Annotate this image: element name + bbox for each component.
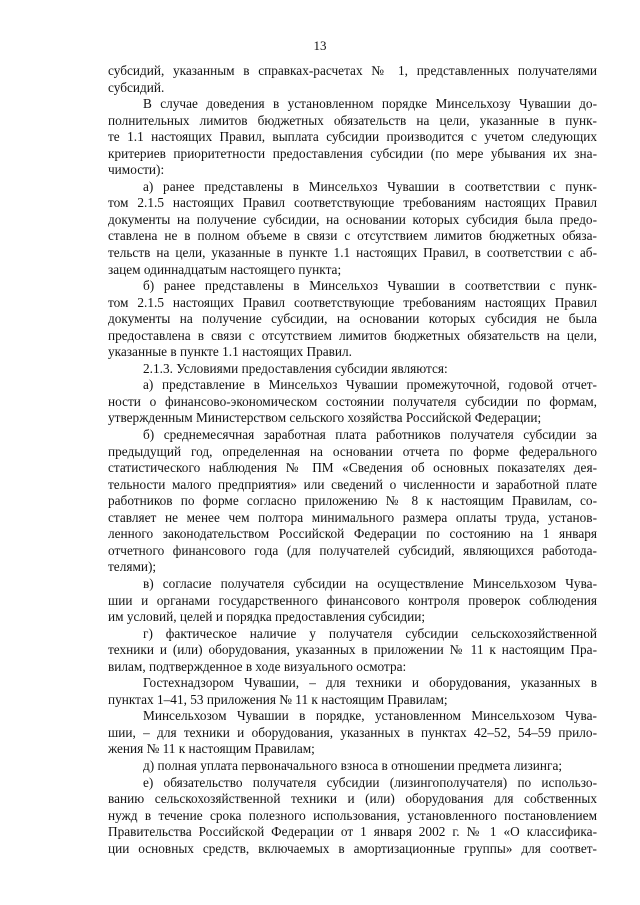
text-line: ванию сельскохозяйственной техники и (или) оборудования для собственных [108, 791, 597, 807]
text-line: шии и органами государственного финансового контроля проверок соблюдения [108, 592, 597, 608]
text-line: работников по форме согласно приложению № 8 к настоящим Правилам, со- [108, 493, 597, 509]
text-line: документы на получение субсидии, на основании которых субсидия была предо- [108, 211, 597, 227]
text-line: ленного законодательством Российской Федерации по состоянию на 1 января [108, 526, 597, 542]
text-line: чимости): [108, 162, 165, 178]
text-line: 2.1.3. Условиями предоставления субсидии являются: [143, 360, 448, 376]
text-line: ности о финансово-экономическом состоянии получателя субсидии по формам, [108, 393, 597, 409]
text-line: нужд в течение срока полезного использования, установленного постановлением [108, 807, 597, 823]
text-line: том 2.1.5 настоящих Правил соответствующие требованиям настоящих Правил [108, 294, 597, 310]
text-line: вилам, подтвержденное в ходе визуального осмотра: [108, 658, 407, 674]
text-line: а) ранее представлены в Минсельхоз Чувашии в соответствии с пунк- [143, 178, 597, 194]
text-line: жения № 11 к настоящим Правилам; [108, 741, 315, 757]
text-line: предоставлена в связи с отсутствием лимитов бюджетных обязательств на цели, [108, 327, 597, 343]
text-line: ции основных средств, включаемых в амортизационные группы» для соответ- [108, 840, 597, 856]
text-line: утвержденным Министерством сельского хозяйства Российской Федерации; [108, 410, 542, 426]
text-line: В случае доведения в установленном порядке Минсельхозу Чувашии до- [143, 96, 597, 112]
text-line: субсидий. [108, 79, 165, 95]
text-line: Гостехнадзором Чувашии, – для техники и оборудования, указанных в [143, 675, 597, 691]
text-line: ставляет не менее чем полтора минимального размера оплаты труда, установ- [108, 509, 597, 525]
text-line: тельств на цели, указанные в пункте 1.1 настоящих Правил, в соответствии с аб- [108, 245, 597, 261]
text-line: том 2.1.5 настоящих Правил соответствующие требованиям настоящих Правил [108, 195, 597, 211]
text-line: зацем одиннадцатым настоящего пункта; [108, 261, 342, 277]
text-line: Минсельхозом Чувашии в порядке, установленном Минсельхозом Чува- [143, 708, 597, 724]
text-line: шии, – для техники и оборудования, указанных в пунктах 42–52, 54–59 прило- [108, 724, 597, 740]
text-line: телями); [108, 559, 157, 575]
text-line: техники и (или) оборудования, указанных в приложении № 11 к настоящим Пра- [108, 642, 597, 658]
text-line: а) представление в Минсельхоз Чувашии промежуточной, годовой отчет- [143, 377, 597, 393]
text-line: предыдущий год, определенная на основании отчета по форме федерального [108, 443, 597, 459]
text-line: им условий, целей и порядка предоставления субсидии; [108, 609, 426, 625]
text-line: отчетного финансового года (для получателей субсидий, являющихся работода- [108, 542, 597, 558]
text-line: г) фактическое наличие у получателя субсидии сельскохозяйственной [143, 625, 597, 641]
text-line: те 1.1 настоящих Правил, выплата субсидии производится с учетом следующих [108, 129, 597, 145]
text-line: б) среднемесячная заработная плата работников получателя субсидии за [143, 427, 597, 443]
text-line: б) ранее представлены в Минсельхоз Чувашии в соответствии с пунк- [143, 278, 597, 294]
text-line: тельности малого предприятия» или сведений о численности и заработной плате [108, 476, 597, 492]
document-body [108, 63, 597, 857]
text-line: субсидий, указанным в справках-расчетах № 1, представленных получателями [108, 63, 597, 78]
text-line: документы на получение субсидии, на основании которых субсидия не была [108, 311, 597, 327]
text-line: пунктах 1–41, 53 приложения № 11 к настоящим Правилам; [108, 691, 448, 707]
text-line: ставлена не в полном объеме в связи с отсутствием лимитов бюджетных обяза- [108, 228, 597, 244]
text-line: полнительных лимитов бюджетных обязательств на цели, указанные в пунк- [108, 112, 597, 128]
text-line: указанные в пункте 1.1 настоящих Правил. [108, 344, 353, 360]
text-line: е) обязательство получателя субсидии (лизингополучателя) по использо- [143, 774, 597, 790]
text-line: Правительства Российской Федерации от 1 января 2002 г. № 1 «О классифика- [108, 824, 597, 840]
text-line: статистического наблюдения № ПМ «Сведения об основных показателях дея- [108, 460, 597, 476]
page-number: 13 [313, 38, 327, 53]
text-line: в) согласие получателя субсидии на осуществление Минсельхозом Чува- [143, 575, 597, 591]
text-line: критериев приоритетности предоставления субсидии (по мере убывания их зна- [108, 145, 597, 161]
text-line: д) полная уплата первоначального взноса в отношении предмета лизинга; [143, 757, 563, 773]
